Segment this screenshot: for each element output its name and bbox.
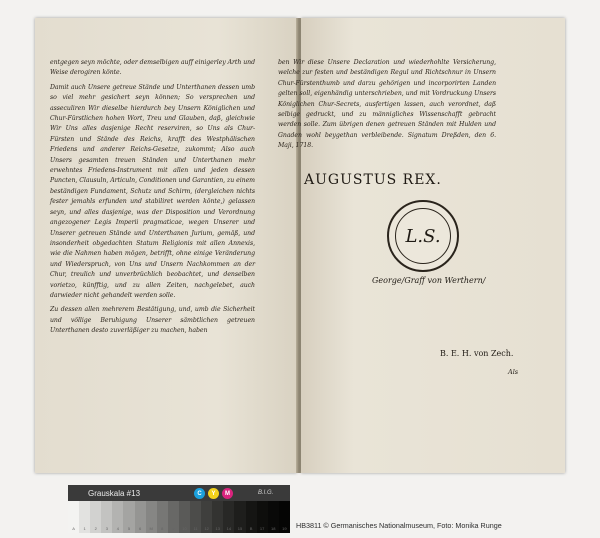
yellow-dot [208, 488, 219, 499]
patch-label: 13 [215, 526, 220, 531]
right-paragraph: ben Wir diese Unsere Declaration und wiederhohlte Versicherung, welche zur festen und beständigen Regul und Richtschnur in Unsern Chur-Fürstenthumb und darzu gehörigen und incorporirten Landen gelten soll, eigenhändig unterschrieben, und mit Vordruckung Unsers Königlichen Chur-Secrets, ausfertigen lassen, auch verordnet, daß selbige gedruckt, und zu männigliches Wissenschafft gebracht werden solle. Zum übrigen denen getreuen Ständen mit Hulden und Gnaden wohl beygethan verbleibende. Signatum Dreßden, den 6. Maji, 1718. [278, 59, 496, 150]
gray-patch [112, 501, 123, 533]
gray-patch [146, 501, 157, 533]
gray-patch [123, 501, 134, 533]
left-paragraph-2: Damit auch Unsere getreue Stände und Unterthanen dessen umb so viel mehr gesichert seyn können; So versprechen und asseculiren Wir dieselbe hierdurch bey Unsern Königlichen und Chur-Fürstlichen hohen Wort, Treu und Glauben, daß, gleichwie Wir Uns alles dasjenige Recht reserviren, so Uns als Chur-Fürsten und Stände des Reichs, krafft des Westphälischen Friedens und anderer Reichs-Gesetze, zukommt; Also auch Unsers gesamten treuen Ständen und Unterthanen mehr erwehntes Friedens-Instrument mit allen und jeden dessen Puncten, Clausuln, Articuln, Conditionen und Garantien, zu einem beständigen Fundament, Schutz und Schirm, (dergleichen nichts fester jemahls erfunden und stabiliret werden könte,) gelassen seyn, und alles dasjenige, was der Disposition und Verordnung angezogener Legis Imperii pragmaticae, wegen Unserer und Unserer getreuen Stände und Unterthanen Jurium, gemäß, und insonderheit obgedachten Statum Religionis mit allen Annexis, wie die Nahmen haben mögen, betrifft, ohne einige Veränderung und Wiederspruch, von Uns und Unsern Nachkommen an der Chur, treulich und unverbrüchlich beobachtet, und denselben vorietzo, künfftig, und zu allen Zeiten, nachgelebet, auch darwieder nicht gehandelt werden solle. [50, 83, 255, 299]
royal-signature: AUGUSTUS REX. [304, 172, 442, 188]
card-title: Grauskala #13 [88, 489, 141, 498]
patch-label: 2 [94, 526, 97, 531]
patch-label: 6 [138, 526, 142, 531]
gray-patch [101, 501, 112, 533]
dot-label: Y [211, 490, 216, 497]
left-paragraph-3: Zu dessen allen mehrerem Bestätigung, und, umb die Sicherheit und völlige Beruhigung Unserer sämbtlichen getreuen Unterthanen desto zuverläßiger zu machen, haben [50, 306, 255, 335]
gray-patch [246, 501, 257, 533]
countersignature: George/Graff von Werthern/ [372, 276, 486, 285]
dot-label: M [225, 490, 230, 497]
patch-label: 17 [259, 526, 265, 531]
gray-patch [223, 501, 234, 533]
patch-label: 14 [226, 526, 232, 531]
gray-patches [68, 501, 290, 533]
patch-label: 18 [271, 526, 276, 531]
left-page-text [50, 58, 255, 341]
secretary-initials: B. E. H. von Zech. [440, 349, 514, 358]
dot-label: C [197, 490, 202, 497]
patch-label: 11 [193, 526, 198, 531]
patch-label: B [249, 526, 253, 531]
patch-label: 3 [105, 526, 108, 531]
gray-patch [68, 501, 79, 533]
card-brand: B.I.G. [258, 490, 274, 496]
cyan-dot [194, 488, 205, 499]
patch-label: 8 [161, 526, 164, 531]
gray-patch [79, 501, 90, 533]
patch-label: 15 [237, 526, 243, 531]
gray-patch [268, 501, 279, 533]
patch-label: A [72, 526, 75, 531]
cmy-dots [194, 488, 233, 499]
gray-patch [201, 501, 212, 533]
patch-label: 10 [182, 526, 187, 531]
patch-label: 9 [172, 526, 175, 531]
gray-patch [90, 501, 101, 533]
patch-label: 5 [127, 526, 131, 531]
gray-patch [190, 501, 201, 533]
photo-credit: HB3811 © Germanisches Nationalmuseum, Foto: Monika Runge [296, 521, 502, 530]
patch-label: 4 [116, 526, 120, 531]
gray-patch [179, 501, 190, 533]
gray-patch [257, 501, 268, 533]
left-paragraph-1: entgegen seyn möchte, oder demselbigen auff einigerley Arth und Weise derogiren könte. [50, 59, 255, 77]
grayscale-color-card [68, 485, 290, 533]
magenta-dot [222, 488, 233, 499]
patch-label: 19 [282, 526, 287, 531]
patch-label: M [149, 526, 153, 531]
right-page-text [278, 58, 496, 156]
gray-patch [212, 501, 223, 533]
gray-patch [168, 501, 179, 533]
gray-patch [234, 501, 245, 533]
gray-patch [157, 501, 168, 533]
gray-patch [135, 501, 146, 533]
patch-label: 1 [83, 526, 86, 531]
seal-icon [387, 200, 459, 272]
catchword: Als [508, 368, 519, 376]
patch-label: 12 [204, 526, 209, 531]
seal-text: L.S. [395, 208, 451, 264]
gray-patch [279, 501, 290, 533]
